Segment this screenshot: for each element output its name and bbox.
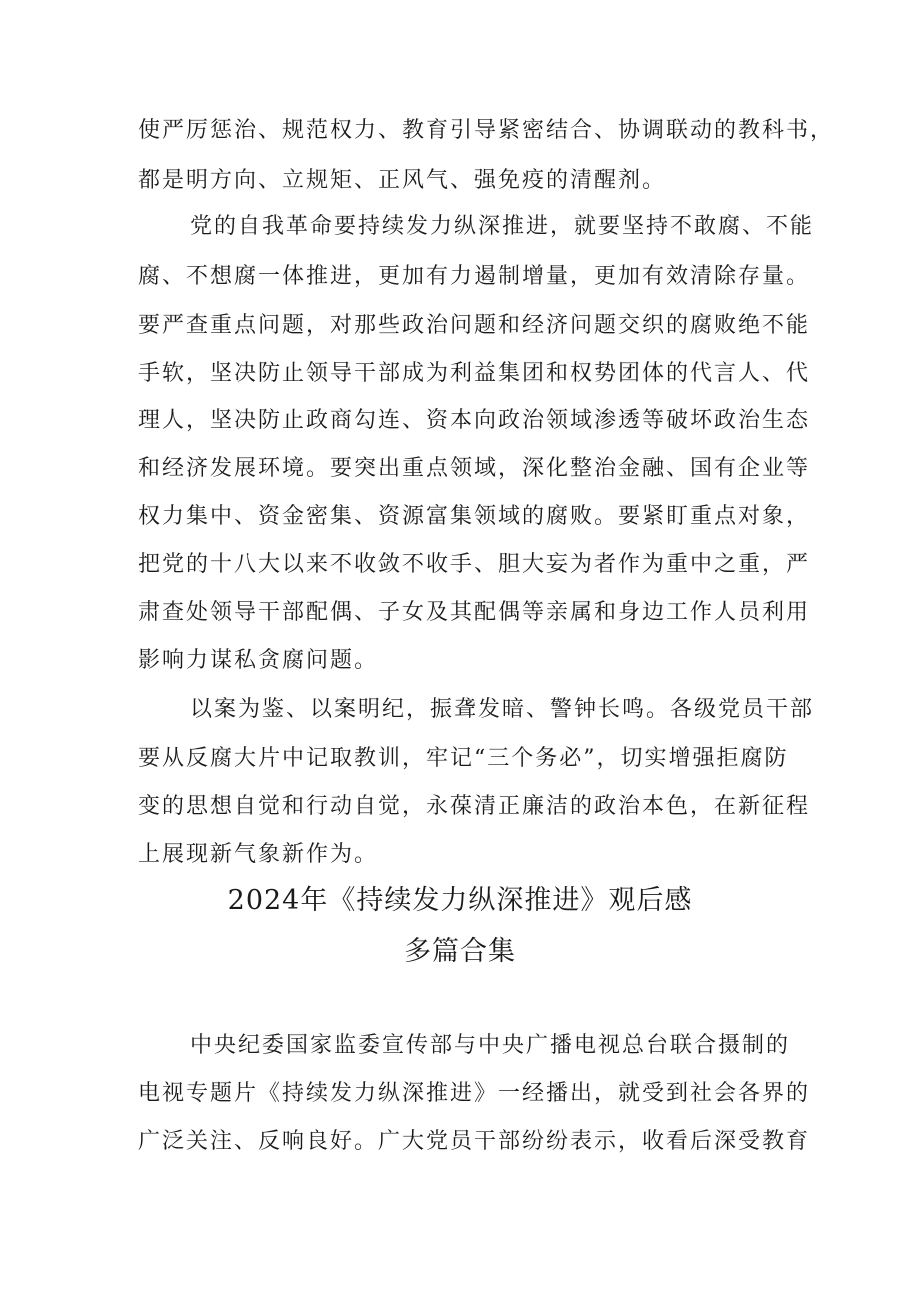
text-line: 以案为鉴、以案明纪，振聋发暗、警钟长鸣。各级党员干部: [190, 697, 815, 722]
text-line: 都是明方向、立规矩、正风气、强免疫的清醒剂。: [138, 168, 667, 193]
text-line: 要从反腐大片中记取教训，牢记“三个务必”，切实增强拒腐防: [138, 746, 789, 771]
text-line: 把党的十八大以来不收敛不收手、胆大妄为者作为重中之重，严: [138, 552, 811, 577]
text-line: 要严查重点问题，对那些政治问题和经济问题交织的腐败绝不能: [138, 313, 811, 338]
text-line: 广泛关注、反响良好。广大党员干部纷纷表示，收看后深受教育: [138, 1129, 811, 1154]
text-line: 权力集中、资金密集、资源富集领域的腐败。要紧盯重点对象，: [138, 504, 811, 529]
title-line-2: 多篇合集: [404, 936, 516, 967]
text-line: 电视专题片《持续发力纵深推进》一经播出，就受到社会各界的: [138, 1081, 811, 1106]
text-line: 肃查处领导干部配偶、子女及其配偶等亲属和身边工作人员利用: [138, 600, 811, 625]
text-line: 使严厉惩治、规范权力、教育引导紧密结合、协调联动的教科书，: [138, 118, 835, 143]
text-line: 上展现新气象新作为。: [138, 842, 379, 867]
text-line: 变的思想自觉和行动自觉，永葆清正廉洁的政治本色，在新征程: [138, 794, 811, 819]
text-line: 腐、不想腐一体推进，更加有力遏制增量，更加有效清除存量。: [138, 264, 811, 289]
text-line: 理人，坚决防止政商勾连、资本向政治领域渗透等破坏政治生态: [138, 408, 811, 433]
title-line-1: 2024年《持续发力纵深推进》观后感: [227, 885, 693, 916]
text-line: 和经济发展环境。要突出重点领域，深化整治金融、国有企业等: [138, 456, 811, 481]
text-line: 手软，坚决防止领导干部成为利益集团和权势团体的代言人、代: [138, 361, 811, 386]
text-line: 影响力谋私贪腐问题。: [138, 648, 379, 673]
text-line: 中央纪委国家监委宣传部与中央广播电视总台联合摄制的: [190, 1033, 791, 1058]
text-line: 党的自我革命要持续发力纵深推进，就要坚持不敢腐、不能: [190, 214, 815, 239]
